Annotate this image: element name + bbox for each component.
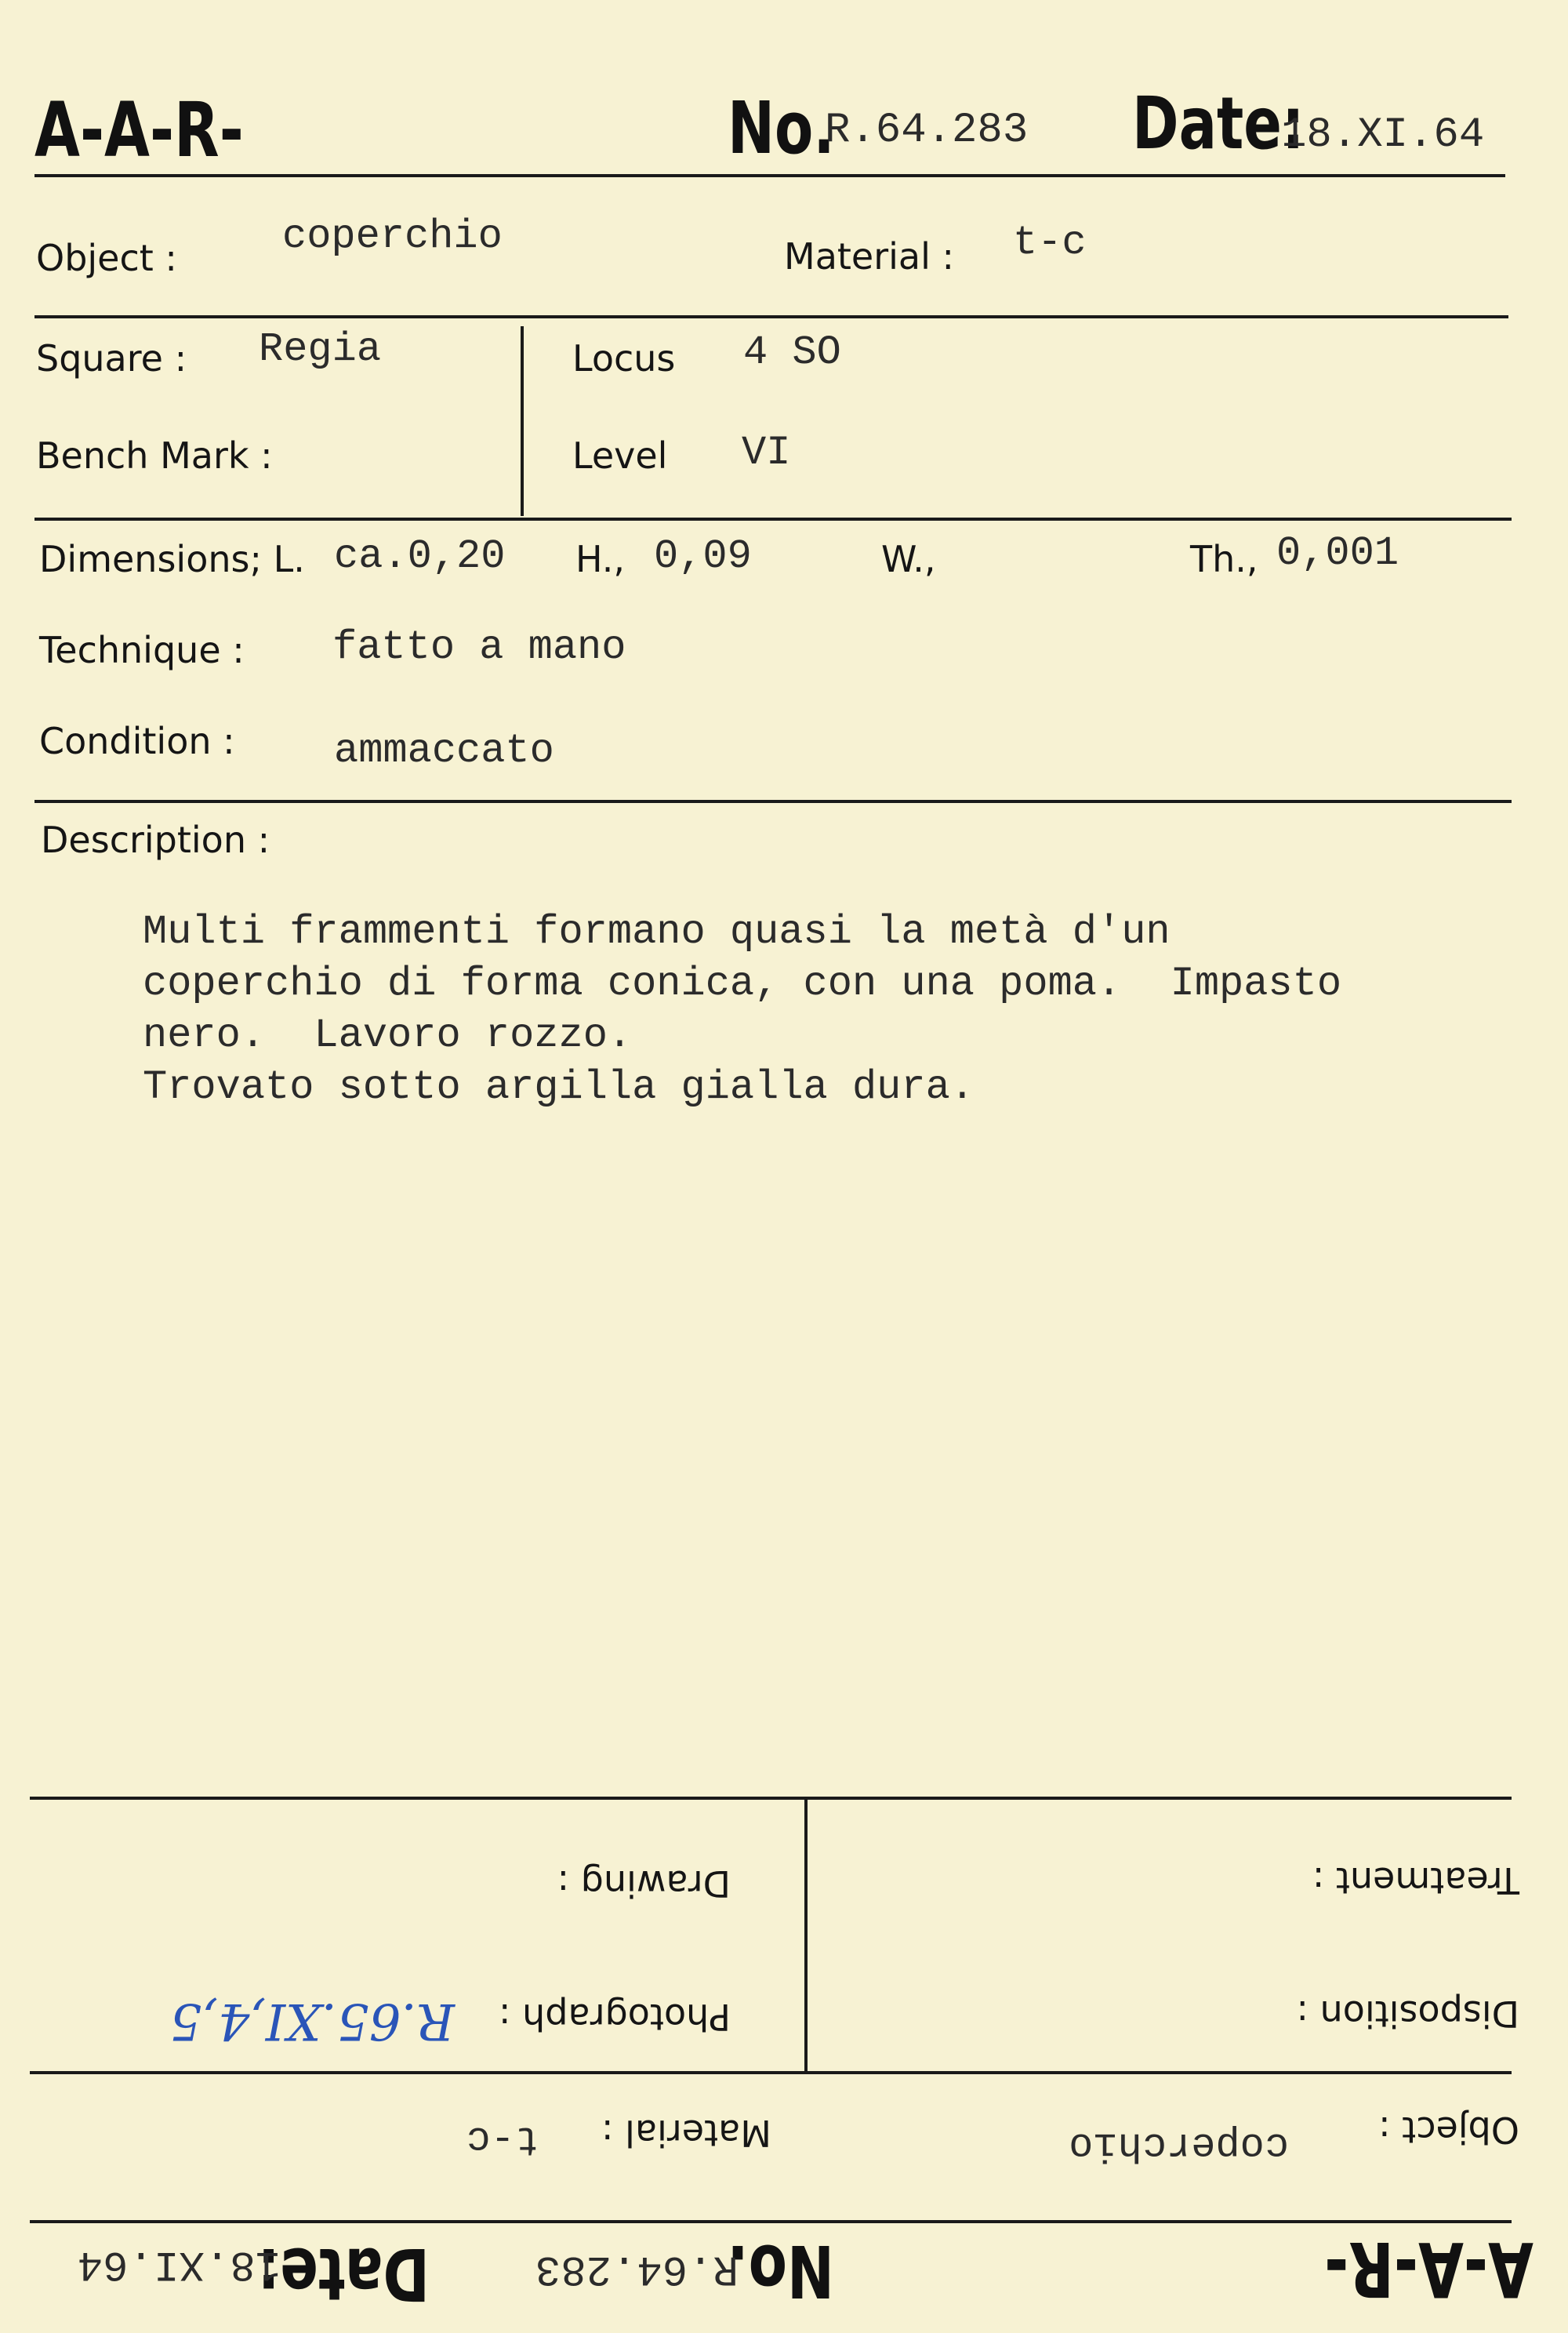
header-rule — [34, 174, 1505, 177]
drawing-label: Drawing : — [557, 1862, 731, 1905]
condition-rule — [34, 800, 1512, 803]
photograph-value-handwritten: R.65.XI,4,5 — [169, 1992, 455, 2050]
org-heading-inverted: A-A-R- — [1324, 2225, 1534, 2313]
number-label: No. — [728, 86, 835, 170]
level-value: VI — [742, 430, 791, 476]
thickness-label: Th., — [1190, 538, 1258, 580]
disposition-divider — [804, 1800, 808, 2071]
number-label-inverted: No. — [727, 2229, 834, 2313]
date-label: Date: — [1132, 82, 1305, 165]
treatment-label: Treatment : — [1312, 1859, 1519, 1902]
locus-value: 4 SO — [743, 329, 841, 376]
number-value-inverted: R.64.283 — [535, 2244, 739, 2292]
number-value: R.64.283 — [825, 107, 1029, 154]
dimension-length: ca.0,20 — [334, 533, 506, 580]
dimension-height: 0,09 — [654, 533, 752, 580]
object-rule — [34, 315, 1508, 318]
inverted-card-section — [0, 1686, 1568, 2333]
photograph-label: Photograph : — [499, 1996, 731, 2038]
condition-value: ammaccato — [334, 728, 554, 774]
locus-divider — [521, 326, 524, 516]
condition-label: Condition : — [39, 720, 235, 762]
description-line: coperchio di forma conica, con una poma. Impasto — [143, 961, 1342, 1007]
date-value-inverted: 18.XI.64 — [77, 2240, 281, 2288]
description-line: nero. Lavoro rozzo. — [143, 1012, 633, 1059]
square-value: Regia — [259, 326, 382, 372]
description-line: Trovato sotto argilla gialla dura. — [143, 1064, 975, 1110]
material-label: Material : — [784, 235, 954, 278]
object-label: Object : — [36, 237, 177, 279]
locus-label: Locus — [572, 337, 676, 380]
material-value: t-c — [1013, 220, 1087, 266]
object-value-inverted: coperchio — [1069, 2122, 1289, 2168]
level-label: Level — [572, 434, 668, 477]
date-label-inverted: Date: — [257, 2232, 430, 2316]
header-rule-inverted — [30, 2220, 1512, 2223]
square-label: Square : — [36, 337, 187, 380]
description-label: Description : — [41, 819, 270, 861]
description-line: Multi frammenti formano quasi la metà d'un — [143, 909, 1171, 955]
dimension-thickness: 0,001 — [1276, 530, 1399, 576]
locus-rule — [34, 518, 1512, 521]
material-label-inverted: Material : — [601, 2112, 771, 2154]
object-value: coperchio — [282, 213, 503, 260]
width-label: W., — [881, 538, 936, 580]
bottom-rule-inverted — [30, 1797, 1512, 1800]
date-value: 18.XI.64 — [1281, 111, 1485, 159]
org-heading: A-A-R- — [34, 86, 244, 174]
object-rule-inverted — [30, 2071, 1512, 2074]
disposition-label: Disposition : — [1296, 1993, 1519, 2035]
dimensions-label: Dimensions; L. — [39, 538, 305, 580]
description-text — [143, 907, 1341, 1114]
height-label: H., — [575, 538, 626, 580]
bench-mark-label: Bench Mark : — [36, 434, 273, 477]
material-value-inverted: t-c — [466, 2116, 539, 2162]
technique-label: Technique : — [39, 629, 245, 671]
object-label-inverted: Object : — [1378, 2109, 1519, 2151]
technique-value: fatto a mano — [332, 624, 626, 670]
